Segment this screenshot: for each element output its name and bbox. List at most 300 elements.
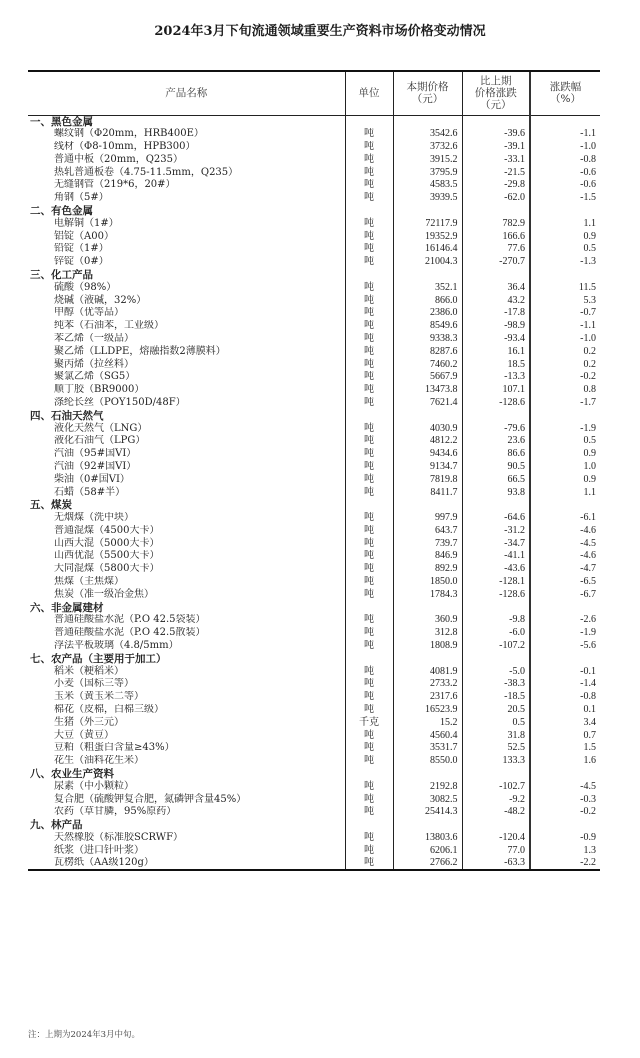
price-change-cell: -63.3 [462, 857, 530, 870]
change-percent-cell: -0.7 [530, 307, 600, 320]
unit-cell: 吨 [345, 448, 393, 461]
unit-cell: 吨 [345, 422, 393, 435]
price-change-cell: -9.2 [462, 793, 530, 806]
table-row [28, 448, 600, 461]
product-name: 聚丙烯（拉丝料） [54, 358, 134, 370]
unit-cell: 吨 [345, 550, 393, 563]
table-row [28, 793, 600, 806]
table-row [28, 486, 600, 499]
product-name: 液化石油气（LPG） [54, 435, 146, 447]
price-change-cell: 0.5 [462, 716, 530, 729]
section-row [28, 601, 600, 614]
section-row [28, 652, 600, 665]
product-name: 锌锭（0#） [54, 256, 109, 268]
change-percent-cell: 1.6 [530, 755, 600, 768]
product-name: 稻米（粳稻米） [54, 665, 124, 677]
change-percent-cell: -4.6 [530, 525, 600, 538]
table-row [28, 358, 600, 371]
change-percent-cell: 1.1 [530, 486, 600, 499]
table-row [28, 857, 600, 870]
price-change-cell: -98.9 [462, 320, 530, 333]
product-name: 天然橡胶（标准胶SCRWF） [54, 832, 184, 844]
current-price-cell: 8549.6 [393, 320, 462, 333]
price-change-cell: -43.6 [462, 563, 530, 576]
current-price-cell: 16523.9 [393, 704, 462, 717]
change-percent-cell: 0.5 [530, 243, 600, 256]
current-price-cell: 4583.5 [393, 179, 462, 192]
product-name: 聚乙烯（LLDPE，熔融指数2薄膜料） [54, 345, 226, 357]
unit-cell: 吨 [345, 179, 393, 192]
table-row [28, 345, 600, 358]
unit-cell: 吨 [345, 729, 393, 742]
price-change-cell: -38.3 [462, 678, 530, 691]
table-row [28, 473, 600, 486]
current-price-cell: 1850.0 [393, 576, 462, 589]
empty-cell [393, 499, 462, 512]
change-percent-cell: -1.9 [530, 627, 600, 640]
product-name: 普通混煤（4500大卡） [54, 524, 160, 536]
price-change-cell: -29.8 [462, 179, 530, 192]
unit-cell: 吨 [345, 141, 393, 154]
price-change-cell: -107.2 [462, 640, 530, 653]
product-name: 花生（油料花生米） [54, 755, 144, 767]
unit-cell: 吨 [345, 435, 393, 448]
unit-cell: 吨 [345, 153, 393, 166]
empty-cell [462, 409, 530, 422]
product-name: 涤纶长丝（POY150D/48F） [54, 396, 186, 408]
table-row [28, 729, 600, 742]
current-price-cell: 9134.7 [393, 461, 462, 474]
product-name: 顺丁胶（BR9000） [54, 384, 145, 396]
empty-cell [393, 115, 462, 128]
product-name: 石蜡（58#半） [54, 486, 126, 498]
unit-cell: 吨 [345, 384, 393, 397]
section-row [28, 409, 600, 422]
current-price-cell: 3082.5 [393, 793, 462, 806]
current-price-cell: 997.9 [393, 512, 462, 525]
table-row [28, 691, 600, 704]
change-percent-cell: -6.1 [530, 512, 600, 525]
section-title: 四、石油天然气 [30, 409, 104, 422]
header-product-name: 产品名称 [28, 71, 345, 115]
table-row [28, 614, 600, 627]
empty-cell [462, 205, 530, 218]
product-name: 液化天然气（LNG） [54, 422, 148, 434]
current-price-cell: 312.8 [393, 627, 462, 640]
change-percent-cell: 0.7 [530, 729, 600, 742]
product-name: 浮法平板玻璃（4.8/5mm） [54, 640, 179, 652]
current-price-cell: 1784.3 [393, 588, 462, 601]
change-percent-cell: 0.1 [530, 704, 600, 717]
product-name: 生猪（外三元） [54, 716, 124, 728]
price-change-cell: -39.6 [462, 128, 530, 141]
table-row [28, 217, 600, 230]
section-row [28, 115, 600, 128]
price-change-cell: 77.6 [462, 243, 530, 256]
price-change-cell: -33.1 [462, 153, 530, 166]
unit-cell: 吨 [345, 281, 393, 294]
product-name: 山西优混（5500大卡） [54, 550, 160, 562]
change-percent-cell: 0.9 [530, 473, 600, 486]
price-change-cell: -13.3 [462, 371, 530, 384]
current-price-cell: 9338.3 [393, 333, 462, 346]
price-change-cell: 31.8 [462, 729, 530, 742]
current-price-cell: 892.9 [393, 563, 462, 576]
price-table [28, 70, 600, 871]
change-percent-cell: -1.7 [530, 397, 600, 410]
current-price-cell: 8287.6 [393, 345, 462, 358]
unit-cell: 吨 [345, 243, 393, 256]
product-name: 焦炭（准一级冶金焦） [54, 588, 154, 600]
empty-cell [462, 269, 530, 282]
empty-cell [530, 409, 600, 422]
table-row [28, 716, 600, 729]
empty-cell [393, 819, 462, 832]
table-row [28, 742, 600, 755]
empty-cell [530, 819, 600, 832]
unit-cell: 吨 [345, 665, 393, 678]
unit-cell: 吨 [345, 333, 393, 346]
change-percent-cell: 1.1 [530, 217, 600, 230]
change-percent-cell: -6.5 [530, 576, 600, 589]
change-percent-cell: -1.3 [530, 256, 600, 269]
unit-cell: 吨 [345, 576, 393, 589]
price-change-cell: -18.5 [462, 691, 530, 704]
price-change-cell: -93.4 [462, 333, 530, 346]
unit-cell: 吨 [345, 588, 393, 601]
table-row [28, 627, 600, 640]
section-title: 二、有色金属 [30, 204, 93, 217]
change-percent-cell: -4.5 [530, 780, 600, 793]
current-price-cell: 3531.7 [393, 742, 462, 755]
table-row [28, 550, 600, 563]
product-name: 甲醇（优等品） [54, 307, 124, 319]
current-price-cell: 25414.3 [393, 806, 462, 819]
table-row [28, 179, 600, 192]
empty-cell [462, 499, 530, 512]
table-row [28, 166, 600, 179]
empty-cell [345, 652, 393, 665]
change-percent-cell: -1.5 [530, 192, 600, 205]
change-percent-cell: -6.7 [530, 588, 600, 601]
change-percent-cell: 0.8 [530, 384, 600, 397]
unit-cell: 吨 [345, 128, 393, 141]
price-change-cell: -31.2 [462, 525, 530, 538]
unit-cell: 吨 [345, 230, 393, 243]
change-percent-cell: -2.2 [530, 857, 600, 870]
table-row [28, 128, 600, 141]
price-change-cell: 133.3 [462, 755, 530, 768]
product-name: 螺纹钢（Φ20mm，HRB400E） [54, 128, 204, 140]
current-price-cell: 360.9 [393, 614, 462, 627]
empty-cell [462, 115, 530, 128]
current-price-cell: 739.7 [393, 537, 462, 550]
price-change-cell: -21.5 [462, 166, 530, 179]
change-percent-cell: 1.5 [530, 742, 600, 755]
header-unit: 单位 [345, 71, 393, 115]
unit-cell: 吨 [345, 461, 393, 474]
product-name: 角钢（5#） [54, 192, 109, 204]
price-change-cell: -6.0 [462, 627, 530, 640]
change-percent-cell: -0.1 [530, 665, 600, 678]
table-row [28, 678, 600, 691]
change-percent-cell: -0.2 [530, 371, 600, 384]
product-name: 苯乙烯（一级品） [54, 332, 134, 344]
empty-cell [530, 205, 600, 218]
unit-cell: 吨 [345, 678, 393, 691]
empty-cell [345, 499, 393, 512]
empty-cell [393, 652, 462, 665]
current-price-cell: 15.2 [393, 716, 462, 729]
unit-cell: 吨 [345, 320, 393, 333]
price-change-cell: 18.5 [462, 358, 530, 371]
change-percent-cell: 0.2 [530, 358, 600, 371]
price-change-cell: 36.4 [462, 281, 530, 294]
change-percent-cell: 0.5 [530, 435, 600, 448]
product-name: 铝锭（A00） [54, 230, 114, 242]
current-price-cell: 7819.8 [393, 473, 462, 486]
unit-cell: 吨 [345, 857, 393, 870]
unit-cell: 吨 [345, 192, 393, 205]
table-row [28, 435, 600, 448]
table-row [28, 333, 600, 346]
section-row [28, 499, 600, 512]
change-percent-cell: 0.9 [530, 230, 600, 243]
price-change-cell: 782.9 [462, 217, 530, 230]
empty-cell [393, 269, 462, 282]
table-row [28, 755, 600, 768]
change-percent-cell: -4.6 [530, 550, 600, 563]
table-row [28, 307, 600, 320]
change-percent-cell: 5.3 [530, 294, 600, 307]
table-row [28, 256, 600, 269]
price-change-cell: -5.0 [462, 665, 530, 678]
table-row [28, 192, 600, 205]
change-percent-cell: 1.3 [530, 844, 600, 857]
empty-cell [462, 768, 530, 781]
section-row [28, 269, 600, 282]
change-percent-cell: 3.4 [530, 716, 600, 729]
change-percent-cell: -1.0 [530, 141, 600, 154]
table-row [28, 461, 600, 474]
unit-cell: 吨 [345, 691, 393, 704]
table-row [28, 422, 600, 435]
empty-cell [393, 205, 462, 218]
change-percent-cell: 0.9 [530, 448, 600, 461]
current-price-cell: 866.0 [393, 294, 462, 307]
product-name: 复合肥（硫酸钾复合肥，氮磷钾含量45%） [54, 793, 247, 805]
price-change-cell: 43.2 [462, 294, 530, 307]
empty-cell [345, 269, 393, 282]
table-row [28, 563, 600, 576]
section-title: 六、非金属建材 [30, 601, 104, 614]
price-change-cell: 20.5 [462, 704, 530, 717]
unit-cell: 吨 [345, 793, 393, 806]
product-name: 玉米（黄玉米二等） [54, 691, 144, 703]
price-change-cell: -79.6 [462, 422, 530, 435]
price-change-cell: -120.4 [462, 832, 530, 845]
table-row [28, 806, 600, 819]
empty-cell [462, 819, 530, 832]
section-title: 三、化工产品 [30, 268, 93, 281]
price-change-cell: -39.1 [462, 141, 530, 154]
unit-cell: 吨 [345, 217, 393, 230]
empty-cell [345, 819, 393, 832]
price-change-cell: 52.5 [462, 742, 530, 755]
unit-cell: 千克 [345, 716, 393, 729]
unit-cell: 吨 [345, 704, 393, 717]
section-row [28, 768, 600, 781]
empty-cell [530, 499, 600, 512]
current-price-cell: 352.1 [393, 281, 462, 294]
table-row [28, 294, 600, 307]
table-row [28, 141, 600, 154]
unit-cell: 吨 [345, 371, 393, 384]
current-price-cell: 13473.8 [393, 384, 462, 397]
empty-cell [530, 768, 600, 781]
current-price-cell: 9434.6 [393, 448, 462, 461]
current-price-cell: 2386.0 [393, 307, 462, 320]
price-change-cell: 86.6 [462, 448, 530, 461]
current-price-cell: 4560.4 [393, 729, 462, 742]
price-change-cell: -128.6 [462, 397, 530, 410]
change-percent-cell: 0.2 [530, 345, 600, 358]
price-change-cell: 16.1 [462, 345, 530, 358]
empty-cell [345, 768, 393, 781]
empty-cell [345, 115, 393, 128]
product-name: 普通硅酸盐水泥（P.O 42.5散装） [54, 627, 206, 639]
product-name: 汽油（92#国VI） [54, 460, 137, 472]
current-price-cell: 3732.6 [393, 141, 462, 154]
price-change-cell: -62.0 [462, 192, 530, 205]
price-change-cell: 66.5 [462, 473, 530, 486]
current-price-cell: 6206.1 [393, 844, 462, 857]
unit-cell: 吨 [345, 345, 393, 358]
product-name: 棉花（皮棉，白棉三级） [54, 704, 164, 716]
product-name: 硫酸（98%） [54, 281, 117, 293]
current-price-cell: 72117.9 [393, 217, 462, 230]
price-change-cell: -17.8 [462, 307, 530, 320]
price-change-cell: -128.1 [462, 576, 530, 589]
table-row [28, 230, 600, 243]
current-price-cell: 643.7 [393, 525, 462, 538]
unit-cell: 吨 [345, 397, 393, 410]
current-price-cell: 7460.2 [393, 358, 462, 371]
current-price-cell: 2317.6 [393, 691, 462, 704]
change-percent-cell: 1.0 [530, 461, 600, 474]
price-change-cell: 107.1 [462, 384, 530, 397]
product-name: 瓦楞纸（AA级120g） [28, 857, 345, 870]
price-change-cell: 77.0 [462, 844, 530, 857]
current-price-cell: 16146.4 [393, 243, 462, 256]
empty-cell [393, 768, 462, 781]
current-price-cell: 8411.7 [393, 486, 462, 499]
price-change-cell: 90.5 [462, 461, 530, 474]
change-percent-cell: -1.1 [530, 128, 600, 141]
table-row [28, 153, 600, 166]
product-name: 大同混煤（5800大卡） [54, 563, 160, 575]
product-name: 大豆（黄豆） [54, 729, 114, 741]
current-price-cell: 2766.2 [393, 857, 462, 870]
unit-cell: 吨 [345, 640, 393, 653]
change-percent-cell: -0.9 [530, 832, 600, 845]
current-price-cell: 4081.9 [393, 665, 462, 678]
change-percent-cell: -0.2 [530, 806, 600, 819]
table-row [28, 397, 600, 410]
price-change-cell: -102.7 [462, 780, 530, 793]
table-row [28, 844, 600, 857]
product-name: 普通中板（20mm，Q235） [54, 153, 183, 165]
section-title: 五、煤炭 [30, 499, 72, 512]
current-price-cell: 8550.0 [393, 755, 462, 768]
change-percent-cell: -0.6 [530, 179, 600, 192]
header-current-price: 本期价格 （元） [393, 71, 462, 115]
current-price-cell: 846.9 [393, 550, 462, 563]
section-title: 七、农产品（主要用于加工） [30, 652, 167, 665]
change-percent-cell: -0.8 [530, 691, 600, 704]
empty-cell [530, 269, 600, 282]
product-name: 纯苯（石油苯，工业级） [54, 320, 164, 332]
price-change-cell: -128.6 [462, 588, 530, 601]
product-name: 农药（草甘膦，95%原药） [54, 806, 177, 818]
product-name: 热轧普通板卷（4.75-11.5mm，Q235） [54, 166, 239, 178]
current-price-cell: 4030.9 [393, 422, 462, 435]
table-row [28, 780, 600, 793]
change-percent-cell: -1.4 [530, 678, 600, 691]
footnote: 注：上期为2024年3月中旬。 [28, 1030, 141, 1040]
product-name: 聚氯乙烯（SG5） [54, 371, 136, 383]
change-percent-cell: -0.6 [530, 166, 600, 179]
current-price-cell: 7621.4 [393, 397, 462, 410]
section-title: 八、农业生产资料 [30, 768, 114, 781]
current-price-cell: 5667.9 [393, 371, 462, 384]
current-price-cell: 2192.8 [393, 780, 462, 793]
product-name: 尿素（中小颗粒） [54, 780, 134, 792]
table-row [28, 512, 600, 525]
unit-cell: 吨 [345, 166, 393, 179]
current-price-cell: 3915.2 [393, 153, 462, 166]
table-header-row [28, 71, 600, 115]
unit-cell: 吨 [345, 256, 393, 269]
product-name: 纸浆（进口针叶浆） [54, 844, 144, 856]
price-change-cell: -270.7 [462, 256, 530, 269]
product-name: 山西大混（5000大卡） [54, 537, 160, 549]
empty-cell [345, 409, 393, 422]
unit-cell: 吨 [345, 358, 393, 371]
section-row [28, 205, 600, 218]
price-change-cell: -41.1 [462, 550, 530, 563]
price-change-cell: 23.6 [462, 435, 530, 448]
unit-cell: 吨 [345, 742, 393, 755]
change-percent-cell: -4.7 [530, 563, 600, 576]
table-row [28, 704, 600, 717]
unit-cell: 吨 [345, 832, 393, 845]
change-percent-cell: -0.8 [530, 153, 600, 166]
current-price-cell: 13803.6 [393, 832, 462, 845]
table-row [28, 588, 600, 601]
unit-cell: 吨 [345, 473, 393, 486]
unit-cell: 吨 [345, 627, 393, 640]
table-row [28, 281, 600, 294]
product-name: 汽油（95#国VI） [54, 448, 137, 460]
current-price-cell: 1808.9 [393, 640, 462, 653]
unit-cell: 吨 [345, 780, 393, 793]
product-name: 无缝钢管（219*6，20#） [54, 179, 176, 191]
table-row [28, 371, 600, 384]
table-row [28, 525, 600, 538]
product-name: 烧碱（液碱，32%） [54, 294, 147, 306]
header-price-change: 比上期 价格涨跌 （元） [462, 71, 530, 115]
